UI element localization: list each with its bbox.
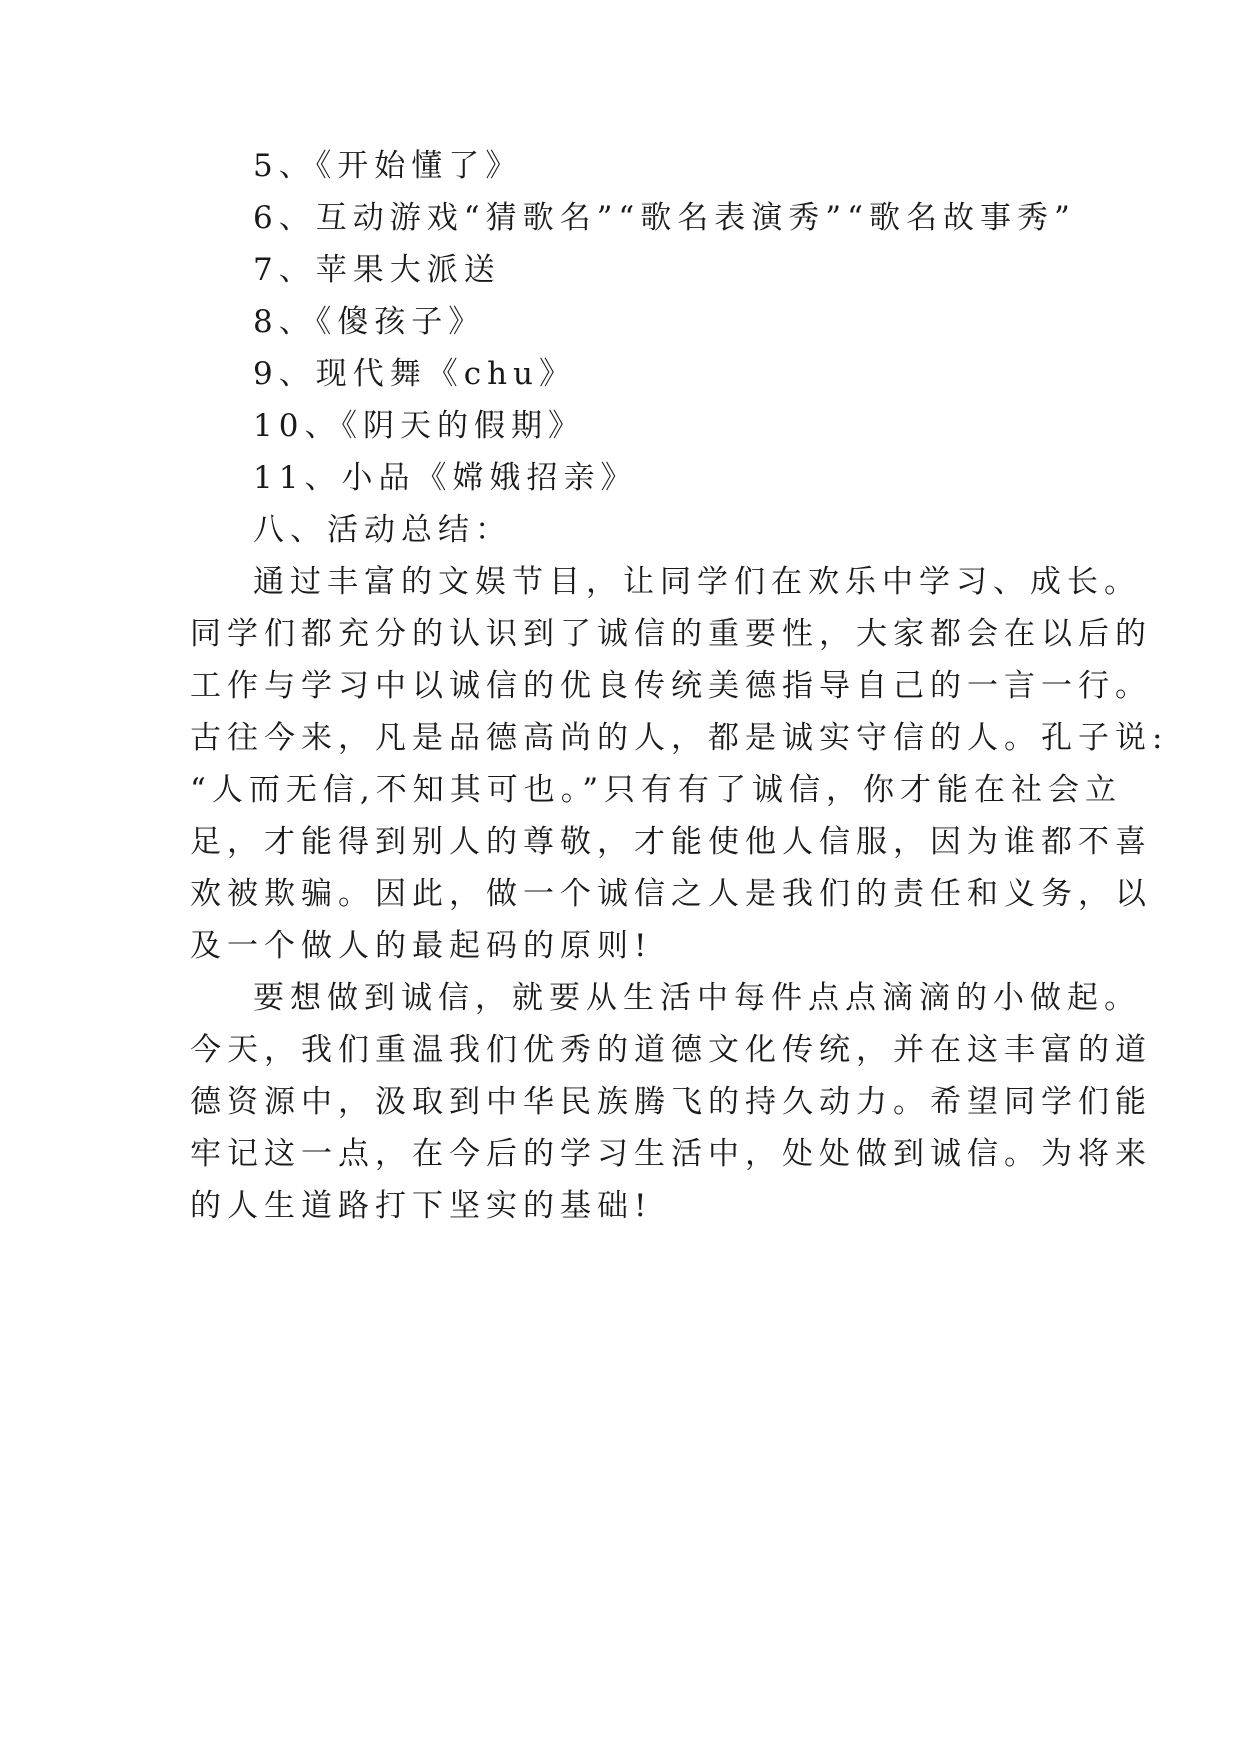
- list-item: 10、《阴天的假期》: [253, 408, 585, 444]
- paragraph-line: 工作与学习中以诚信的优良传统美德指导自己的一言一行。: [190, 668, 1152, 704]
- paragraph-line: 及一个做人的最起码的原则!: [190, 928, 653, 964]
- paragraph-line: 欢被欺骗。因此，做一个诚信之人是我们的责任和义务，以: [190, 876, 1152, 912]
- list-item: 6、互动游戏“猜歌名”“歌名表演秀”“歌名故事秀”: [253, 200, 1076, 236]
- paragraph-line: 今天，我们重温我们优秀的道德文化传统，并在这丰富的道: [190, 1032, 1152, 1068]
- paragraph-line: 通过丰富的文娱节目，让同学们在欢乐中学习、成长。: [253, 564, 1141, 600]
- paragraph-line: 牢记这一点，在今后的学习生活中，处处做到诚信。为将来: [190, 1136, 1152, 1172]
- list-item: 9、现代舞《chu》: [253, 356, 577, 392]
- paragraph-line: 古往今来，凡是品德高尚的人，都是诚实守信的人。孔子说:: [190, 720, 1169, 756]
- list-item: 11、小品《嫦娥招亲》: [253, 460, 638, 496]
- paragraph-line: “人而无信,不知其可也。”只有有了诚信，你才能在社会立: [190, 772, 1123, 808]
- list-item: 7、苹果大派送: [253, 252, 501, 288]
- paragraph-line: 同学们都充分的认识到了诚信的重要性，大家都会在以后的: [190, 616, 1152, 652]
- paragraph-line: 要想做到诚信，就要从生活中每件点点滴滴的小做起。: [253, 980, 1141, 1016]
- list-item: 5、《开始懂了》: [253, 148, 523, 184]
- paragraph-line: 足，才能得到别人的尊敬，才能使他人信服，因为谁都不喜: [190, 824, 1152, 860]
- section-heading: 八、活动总结：: [253, 512, 512, 548]
- paragraph-line: 的人生道路打下坚实的基础!: [190, 1188, 653, 1224]
- list-item: 8、《傻孩子》: [253, 304, 486, 340]
- paragraph-line: 德资源中，汲取到中华民族腾飞的持久动力。希望同学们能: [190, 1084, 1152, 1120]
